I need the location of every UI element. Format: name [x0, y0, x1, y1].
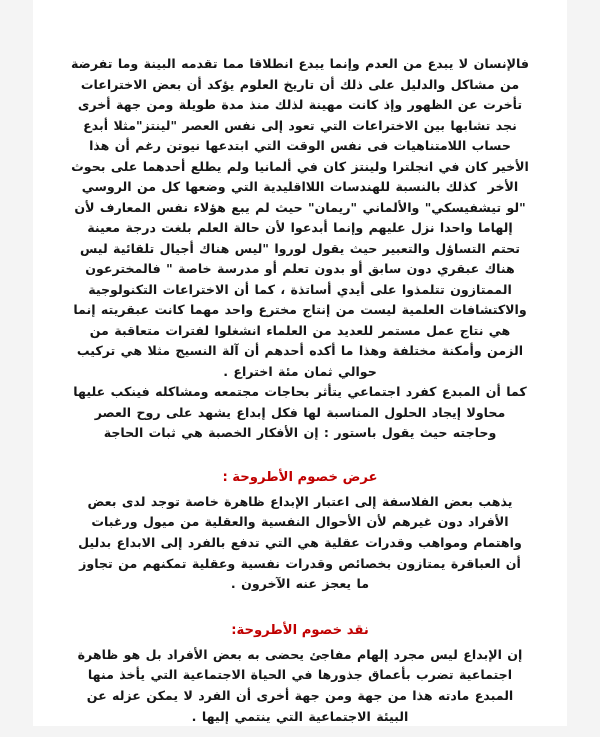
section-one-paragraph: يذهب بعض الفلاسفة إلى اعتبار الإبداع ظاهرة خاصة توجد لدى بعض الأفراد دون غيرهم لأن الأحوال النفسية والعقلية من ميول ورغبات واهتمام ومواهب وقدرات عقلية هي التي تدفع بالفرد إلى الابداع بدليل أن العباقرة يمتازون بخصائص وقدرات نفسية وعقلية تمكنهم من تجاوز ما يعجز عنه الآخرون .: [72, 493, 522, 592]
intro-paragraph: فالإنسان لا يبدع من العدم وإنما يبدع انطلاقا مما تقدمه البينة وما تفرضة من مشاكل والدليل على ذلك أن تاريخ العلوم يؤكد أن بعض الاختراعات تأخرت عن الظهور وإذ كانت مهينة لذلك منذ مدة طويلة ومن جهة أخرى نجد تشابها بين الاختراعات التي تعود إلى نفس العصر "لينتز"مثلا أبدع حساب اللامتناهيات فى نفس الوقت التي ابتدعها نيوتن رغم أن هذا الأخير كان في انجلترا ولينتز كان في ألمانيا ولم يطلع أحدهما على بحوث الأخر كذلك بالنسبة للهندسات اللااقليدية التي وضعها كل من الروسي "لو تيشفيسكي" والألماني "ريمان" حيث لم يبع هؤلاء نفس المعارف لأن إلهاما واحدا نزل عليهم وإنما أبدعوا لأن حالة العلم بلغت درجة معينة تحتم التساؤل والتعبير حيث يقول لوروا "ليس هناك أجيال تلقائية ليس هناك عبقري دون سابق أو بدون تعلم أو مدرسة خاصة " فالمخترعون الممتازون تتلمذوا على أيدي أساتذة ، كما أن الاختراعات التكنولوجية والاكتشافات العلمية ليست من إنتاج مخترع واحد مهما كانت عبقريته إنما هي نتاج عمل مستمر للعديد من العلماء انشغلوا لفترات متعاقبة من الزمن وأمكنة مختلفة وهذا ما أكده أحدهم أن آلة النسيج مثلا هي تركيب حوالي ثمان مئة اختراع .: [65, 56, 529, 379]
spacer-before-section-two-heading: [71, 595, 529, 621]
section-two-paragraph: إن الإبداع ليس مجرد إلهام مفاجئ يحضى به بعض الأفراد بل هو ظاهرة اجتماعية تضرب بأعماق جذورها في الحياة الاجتماعية التي يأخذ منها المبدع مادته هذا من جهة ومن جهة أخرى أن الفرد لا يمكن عزله عن البيئة الاجتماعية التي ينتمي إليها .: [72, 646, 523, 724]
section-one-heading: عرض خصوم الأطروحة :: [222, 469, 378, 485]
page-content-area: [33, 0, 567, 737]
section-two-heading: نقد خصوم الأطروحة:: [231, 622, 369, 638]
second-paragraph: كما أن المبدع كفرد اجتماعي يتأثر بحاجات مجتمعه ومشاكله فينكب عليها محاولا إيجاد الحلول المناسبة لها فكل إبداع يشهد على روح العصر وحاجته حيث يقول باستور : إن الأفكار الخصبة هي ثبات الحاجة: [67, 384, 527, 441]
document-page: [33, 0, 567, 726]
spacer-before-section-one-heading: [71, 444, 529, 468]
